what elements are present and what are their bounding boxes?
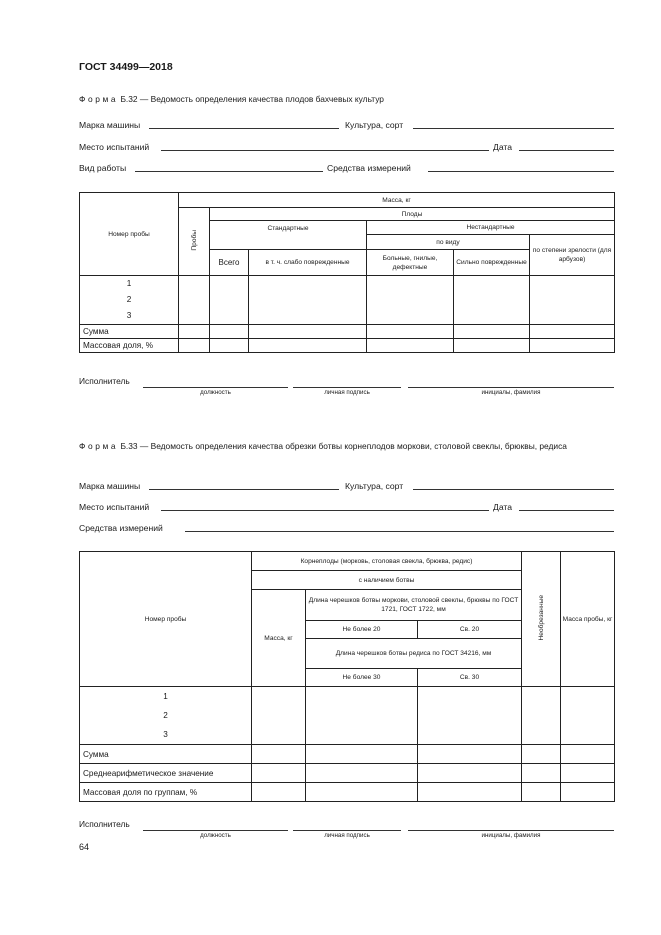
form32-cell[interactable] bbox=[249, 276, 367, 325]
form33-signature-sign-line[interactable] bbox=[293, 830, 401, 831]
form32-th-proby-cell bbox=[179, 208, 210, 276]
form32-label-word: Форма bbox=[79, 94, 119, 104]
form32-title bbox=[79, 93, 619, 105]
form32-label-marka: Марка машины bbox=[79, 120, 141, 130]
form32-th-proby: Пробы bbox=[190, 229, 198, 251]
form33-signature-name-line[interactable] bbox=[408, 830, 614, 831]
form33-cell[interactable] bbox=[252, 783, 306, 802]
form33-cell[interactable] bbox=[418, 687, 522, 745]
form33-cell[interactable] bbox=[418, 783, 522, 802]
form33-row-2: 2 bbox=[163, 711, 168, 720]
form32-cell[interactable] bbox=[530, 339, 615, 353]
form33-cell[interactable] bbox=[252, 764, 306, 783]
form33-label-kultura: Культура, сорт bbox=[345, 481, 404, 491]
form32-cell[interactable] bbox=[367, 276, 454, 325]
form32-field-kultura[interactable] bbox=[413, 128, 614, 129]
form33-label-data: Дата bbox=[493, 502, 513, 512]
form32-label-mesto: Место испытаний bbox=[79, 142, 150, 152]
form33-title bbox=[79, 440, 619, 452]
form32-label-kultura: Культура, сорт bbox=[345, 120, 404, 130]
form32-cell[interactable] bbox=[249, 325, 367, 339]
form33-field-data[interactable] bbox=[519, 510, 614, 511]
form32-row-mesto bbox=[79, 139, 614, 153]
form32-table bbox=[79, 192, 615, 353]
form32-cell[interactable] bbox=[179, 339, 210, 353]
form33-cell[interactable] bbox=[561, 745, 615, 764]
form32-row-summa: Сумма bbox=[80, 325, 179, 339]
form33-cell[interactable] bbox=[306, 745, 418, 764]
form32-th-plody: Плоды bbox=[210, 208, 615, 221]
form32-label-sredstva: Средства измерений bbox=[327, 163, 411, 173]
form33-cell[interactable] bbox=[522, 745, 561, 764]
form33-th-massa-proby: Масса пробы, кг bbox=[561, 552, 615, 687]
form33-signature bbox=[79, 819, 614, 841]
form33-signature-position-line[interactable] bbox=[143, 830, 288, 831]
form33-cell[interactable] bbox=[306, 764, 418, 783]
form33-th-s-botvoy: с наличием ботвы bbox=[252, 571, 522, 590]
form33-field-mesto[interactable] bbox=[161, 510, 489, 511]
form32-label-data: Дата bbox=[493, 142, 513, 152]
form32-caption-position: должность bbox=[200, 389, 231, 396]
form33-row-sredstva bbox=[79, 520, 614, 534]
form32-cell[interactable] bbox=[454, 339, 530, 353]
form33-cell[interactable] bbox=[561, 783, 615, 802]
form33-row-summa: Сумма bbox=[80, 745, 252, 764]
form32-th-silno: Сильно поврежденные bbox=[454, 250, 530, 276]
form33-label-marka: Марка машины bbox=[79, 481, 141, 491]
form33-th-korneplody: Корнеплоды (морковь, столовая свекла, брюква, редис) bbox=[252, 552, 522, 571]
form32-th-nestandart: Нестандартные bbox=[367, 221, 615, 235]
form33-th-neobrez-cell bbox=[522, 552, 561, 687]
form32-signature-name-line[interactable] bbox=[408, 387, 614, 388]
form33-row-dolya: Массовая доля по группам, % bbox=[80, 783, 252, 802]
form32-cell[interactable] bbox=[367, 325, 454, 339]
form33-label-mesto: Место испытаний bbox=[79, 502, 150, 512]
form32-th-standart: Стандартные bbox=[210, 221, 367, 250]
form32-label-vid: Вид работы bbox=[79, 163, 127, 173]
form33-field-marka[interactable] bbox=[149, 489, 339, 490]
form33-signature-label: Исполнитель bbox=[79, 819, 130, 829]
form32-title-text: Б.32 — Ведомость определения качества плодов бахчевых культур bbox=[120, 94, 384, 104]
form32-th-po-vidu: по виду bbox=[367, 235, 530, 250]
form33-cell[interactable] bbox=[561, 687, 615, 745]
form32-field-vid[interactable] bbox=[135, 171, 323, 172]
form33-row-1: 1 bbox=[163, 692, 168, 701]
form33-th-ne-bolee20: Не более 20 bbox=[306, 621, 418, 639]
form32-cell[interactable] bbox=[179, 325, 210, 339]
form32-cell[interactable] bbox=[530, 276, 615, 325]
form33-th-dlina1: Длина черешков ботвы моркови, столовой свеклы, брюквы по ГОСТ 1721, ГОСТ 1722, мм bbox=[306, 590, 522, 621]
form33-field-sredstva[interactable] bbox=[185, 531, 614, 532]
form33-caption-sign: личная подпись bbox=[324, 832, 370, 839]
form33-label-word: Форма bbox=[79, 441, 119, 451]
form32-th-vsego: Всего bbox=[210, 250, 249, 276]
form33-th-ne-bolee30: Не более 30 bbox=[306, 669, 418, 687]
doc-header-code: ГОСТ 34499—2018 bbox=[79, 61, 173, 73]
form32-th-nomer: Номер пробы bbox=[80, 193, 179, 276]
form32-signature-sign-line[interactable] bbox=[293, 387, 401, 388]
form32-cell[interactable] bbox=[210, 325, 249, 339]
form33-cell[interactable] bbox=[418, 745, 522, 764]
form33-caption-position: должность bbox=[200, 832, 231, 839]
form33-th-sv20: Св. 20 bbox=[418, 621, 522, 639]
form32-cell[interactable] bbox=[454, 325, 530, 339]
form32-row-vid bbox=[79, 160, 614, 174]
form32-row-dolya: Массовая доля, % bbox=[80, 339, 179, 353]
form33-field-kultura[interactable] bbox=[413, 489, 614, 490]
form33-row-3: 3 bbox=[163, 730, 168, 739]
form32-cell[interactable] bbox=[454, 276, 530, 325]
form32-signature-label: Исполнитель bbox=[79, 376, 130, 386]
form33-table bbox=[79, 551, 615, 802]
form33-title-text: Б.33 — Ведомость определения качества обрезки ботвы корнеплодов моркови, столовой свеклы, брюквы, редиса bbox=[120, 441, 567, 451]
form32-th-massa: Масса, кг bbox=[179, 193, 615, 208]
form32-row-marka bbox=[79, 117, 614, 131]
form33-cell[interactable] bbox=[522, 764, 561, 783]
form33-th-nomer: Номер пробы bbox=[80, 552, 252, 687]
form33-cell[interactable] bbox=[522, 783, 561, 802]
form32-th-bolnye: Больные, гнилые, дефектные bbox=[367, 250, 454, 276]
form33-cell[interactable] bbox=[522, 687, 561, 745]
form32-field-mesto[interactable] bbox=[161, 150, 489, 151]
form32-row-1: 1 bbox=[126, 279, 132, 288]
form32-cell[interactable] bbox=[210, 339, 249, 353]
form33-cell[interactable] bbox=[306, 783, 418, 802]
form33-row-marka bbox=[79, 478, 614, 492]
form32-th-slabo: в т. ч. слабо поврежденные bbox=[249, 250, 367, 276]
form33-cell[interactable] bbox=[306, 687, 418, 745]
form33-cell[interactable] bbox=[252, 745, 306, 764]
form32-cell[interactable] bbox=[530, 325, 615, 339]
form32-cell[interactable] bbox=[179, 276, 210, 325]
form32-field-sredstva[interactable] bbox=[428, 171, 614, 172]
form32-cell[interactable] bbox=[210, 276, 249, 325]
form33-cell[interactable] bbox=[252, 687, 306, 745]
form33-row-srednee: Среднеарифметическое значение bbox=[80, 764, 252, 783]
form32-signature-position-line[interactable] bbox=[143, 387, 288, 388]
form32-cell[interactable] bbox=[249, 339, 367, 353]
form32-caption-sign: личная подпись bbox=[324, 389, 370, 396]
form33-th-massa: Масса, кг bbox=[252, 590, 306, 687]
form32-caption-name: инициалы, фамилия bbox=[481, 389, 541, 396]
form32-row-3: 3 bbox=[126, 311, 132, 320]
form32-field-data[interactable] bbox=[519, 150, 614, 151]
form33-row-numbers bbox=[80, 687, 252, 745]
form33-th-neobrezannye: Необрезанные bbox=[537, 594, 545, 641]
form33-th-sv30: Св. 30 bbox=[418, 669, 522, 687]
form32-signature bbox=[79, 376, 614, 398]
form32-cell[interactable] bbox=[367, 339, 454, 353]
page-number: 64 bbox=[79, 842, 90, 852]
form33-cell[interactable] bbox=[418, 764, 522, 783]
form33-cell[interactable] bbox=[561, 764, 615, 783]
form32-th-po-stepeni: по степени зрелости (для арбузов) bbox=[530, 235, 615, 276]
form33-row-mesto bbox=[79, 499, 614, 513]
form32-row-numbers bbox=[80, 276, 179, 325]
form33-label-sredstva: Средства измерений bbox=[79, 523, 163, 533]
form33-th-dlina2: Длина черешков ботвы редиса по ГОСТ 34216, мм bbox=[306, 639, 522, 669]
form33-caption-name: инициалы, фамилия bbox=[481, 832, 541, 839]
form32-field-marka[interactable] bbox=[149, 128, 339, 129]
form32-row-2: 2 bbox=[126, 295, 132, 304]
